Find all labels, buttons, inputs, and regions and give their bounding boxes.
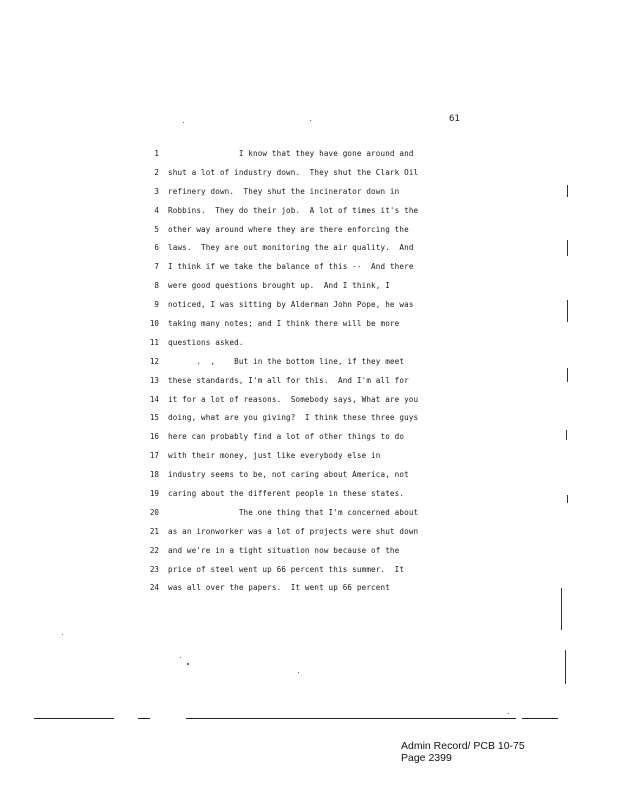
page-number: 61: [449, 114, 460, 124]
footer-rule: [138, 718, 150, 719]
line-number: 7: [154, 262, 159, 272]
line-number: 1: [154, 149, 159, 158]
line-number: 23: [149, 564, 159, 574]
line-number: 18: [149, 470, 159, 480]
scan-speck: [298, 672, 299, 673]
line-number: 14: [149, 394, 159, 404]
transcript-line: [139, 207, 439, 226]
line-text: refinery down. They shut the incinerator down in: [168, 186, 400, 196]
line-number: 5: [154, 224, 159, 234]
scan-speck: [183, 122, 184, 123]
admin-record-stamp: [401, 741, 525, 764]
transcript-body: [139, 150, 439, 603]
transcript-line: [139, 471, 439, 490]
transcript-line: [139, 150, 439, 169]
transcript-line: [139, 528, 439, 547]
line-number: 15: [149, 413, 159, 423]
transcript-line: [139, 263, 439, 282]
scan-mark: [561, 588, 562, 630]
scan-mark: [567, 495, 568, 503]
transcript-line: [139, 584, 439, 603]
transcript-line: [139, 566, 439, 585]
line-text: Robbins. They do their job. A lot of times it's the: [168, 205, 419, 215]
line-number: 13: [149, 375, 159, 385]
stamp-page-label: Page 2399: [401, 751, 452, 764]
scan-speck: [310, 120, 311, 121]
line-number: 9: [154, 300, 159, 310]
transcript-line: [139, 339, 439, 358]
line-text: I know that they have gone around and: [168, 149, 414, 158]
transcript-line: [139, 414, 439, 433]
line-number: 16: [149, 432, 159, 442]
line-text: with their money, just like everybody else in: [168, 451, 381, 461]
line-number: 21: [149, 526, 159, 536]
line-text: industry seems to be, not caring about America, not: [168, 470, 409, 480]
transcript-line: [139, 188, 439, 207]
footer-rule: [34, 718, 114, 719]
line-number: 2: [154, 167, 159, 177]
line-text: questions asked.: [168, 337, 244, 347]
transcript-line: [139, 358, 439, 377]
line-text: caring about the different people in these states.: [168, 489, 405, 499]
line-number: 22: [149, 545, 159, 555]
line-text: other way around where they are there enforcing the: [168, 224, 409, 234]
line-text: doing, what are you giving? I think these three guys: [168, 413, 419, 423]
scan-mark: [567, 240, 568, 256]
scan-mark: [567, 300, 568, 322]
line-text: it for a lot of reasons. Somebody says, What are you: [168, 394, 419, 404]
line-text: taking many notes; and I think there will be more: [168, 319, 400, 329]
footer-rule: [186, 718, 516, 719]
transcript-line: [139, 282, 439, 301]
scan-speck: [187, 663, 189, 665]
transcript-line: [139, 244, 439, 263]
line-text: these standards, I'm all for this. And I'm all for: [168, 375, 409, 385]
transcript-line: [139, 547, 439, 566]
line-text: . , But in the bottom line, if they meet: [168, 356, 405, 366]
line-text: was all over the papers. It went up 66 percent: [168, 583, 390, 593]
scan-mark: [567, 368, 568, 382]
line-number: 6: [154, 243, 159, 253]
line-text: price of steel went up 66 percent this summer. It: [168, 564, 405, 574]
scan-speck: [180, 657, 181, 658]
line-number: 4: [154, 205, 159, 215]
transcript-line: [139, 169, 439, 188]
line-text: and we're in a tight situation now because of the: [168, 545, 400, 555]
transcript-line: [139, 320, 439, 339]
line-text: The one thing that I'm concerned about: [168, 507, 419, 517]
footer-rule: [522, 718, 558, 719]
line-number: 17: [149, 451, 159, 461]
stamp-record-label: Admin Record/ PCB 10-75: [401, 740, 525, 752]
transcript-line: [139, 396, 439, 415]
line-number: 19: [149, 489, 159, 499]
line-number: 12: [149, 356, 159, 366]
scan-mark: [565, 650, 566, 684]
transcript-line: [139, 377, 439, 396]
scan-mark: [567, 185, 568, 197]
transcript-line: [139, 452, 439, 471]
transcript-line: [139, 509, 439, 528]
line-number: 24: [149, 583, 159, 593]
line-number: 11: [149, 337, 159, 347]
line-text: as an ironworker was a lot of projects were shut down: [168, 526, 419, 536]
transcript-line: [139, 301, 439, 320]
line-number: 3: [154, 186, 159, 196]
line-text: noticed, I was sitting by Alderman John Pope, he was: [168, 300, 414, 310]
line-text: here can probably find a lot of other things to do: [168, 432, 405, 442]
line-number: 8: [154, 281, 159, 291]
transcript-line: [139, 433, 439, 452]
line-text: shut a lot of industry down. They shut the Clark Oil: [168, 167, 419, 177]
line-number: 20: [149, 507, 159, 517]
line-number: 10: [149, 319, 159, 329]
line-text: I think if we take the balance of this -- And there: [168, 262, 414, 272]
line-text: were good questions brought up. And I think, I: [168, 281, 390, 291]
scan-mark: [566, 430, 567, 440]
scan-speck: [508, 713, 509, 714]
line-text: laws. They are out monitoring the air quality. And: [168, 243, 414, 253]
scan-speck: [62, 634, 63, 635]
transcript-line: [139, 490, 439, 509]
transcript-line: [139, 226, 439, 245]
